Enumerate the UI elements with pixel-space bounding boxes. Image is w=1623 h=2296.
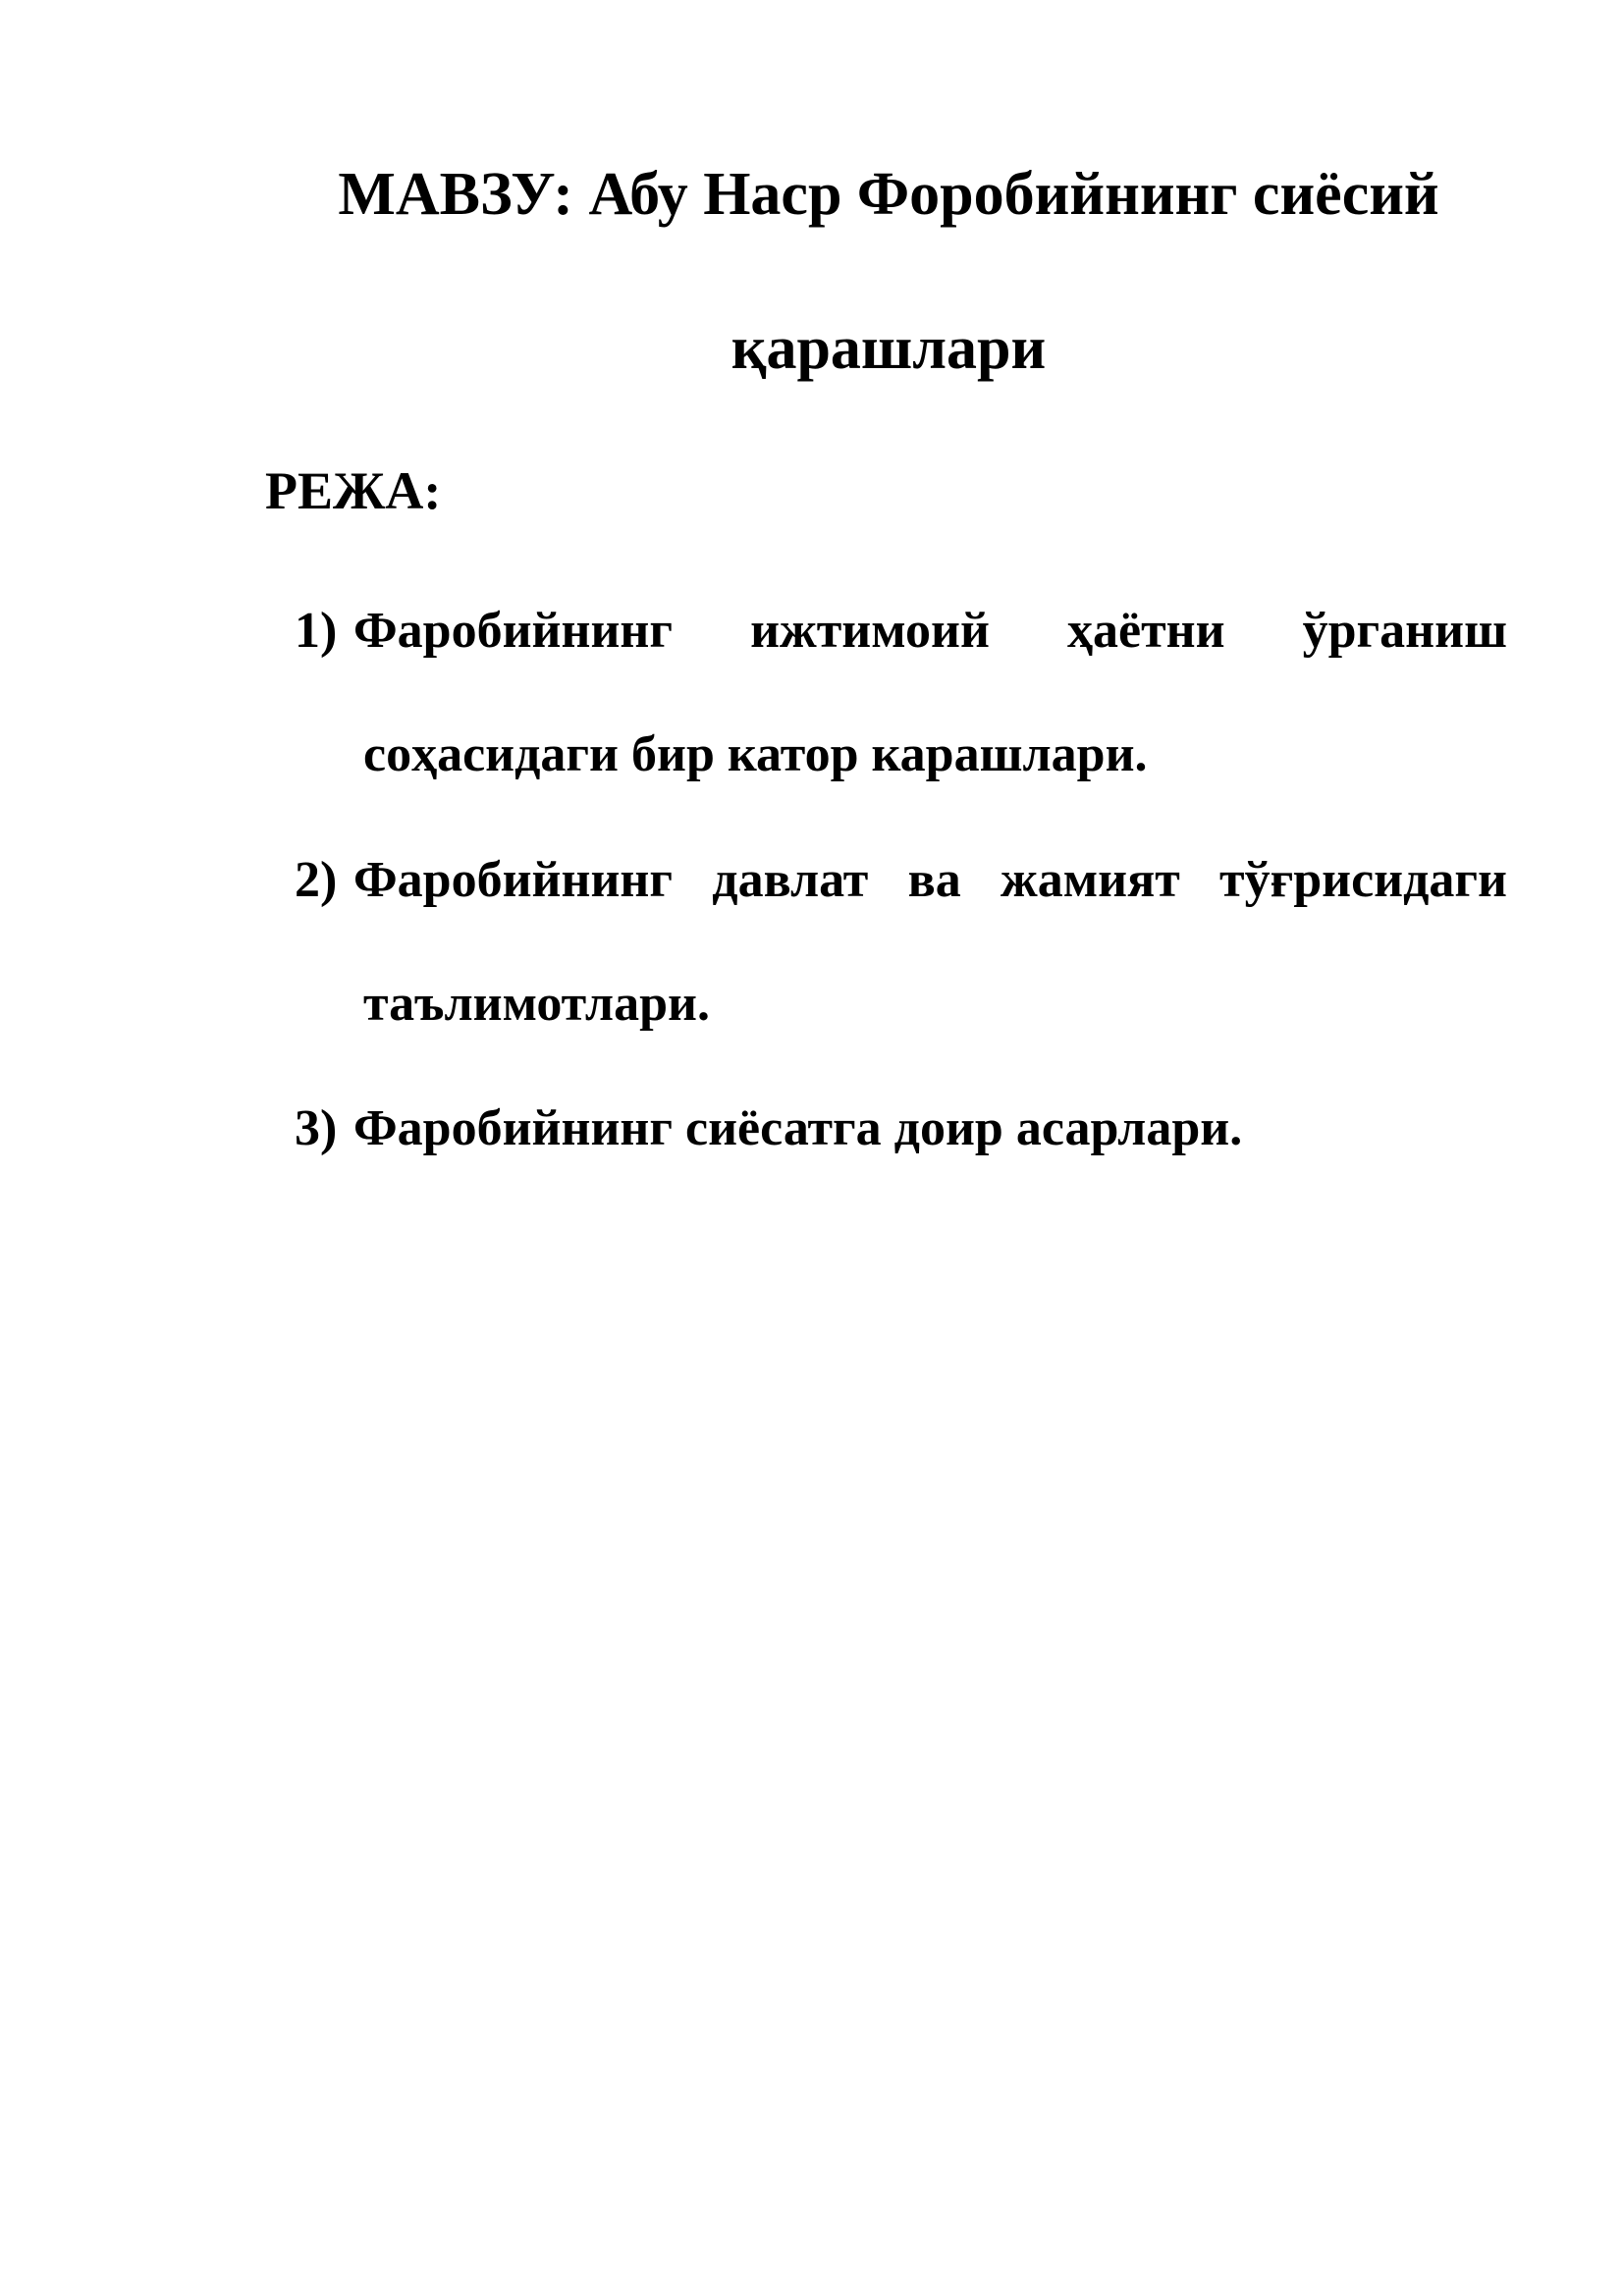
plan-item-line-1: Фаробийнинг ижтимоий ҳаётни ўрганиш [353,603,1507,659]
plan-item-number: 3) [295,1100,338,1156]
plan-item-line-2: соҳасидаги бир катор карашлари. [363,726,1148,782]
plan-item-number: 2) [295,852,338,908]
plan-item-1 [295,569,1507,817]
plan-item-line-1: Фаробийнинг сиёсатга доир асарлари. [353,1100,1243,1156]
plan-item-text [353,569,1507,817]
document-title-line-2: қарашлари [730,315,1047,382]
plan-item-text [353,819,1507,1066]
plan-item-line-2: таълимотлари. [363,976,710,1032]
plan-item-line-1: Фаробийнинг давлат ва жамият тўғрисидаги [353,852,1507,908]
plan-item-number: 1) [295,603,338,659]
plan-heading: РЕЖА: [265,461,442,520]
document-title-line-1: МАВЗУ: Абу Наср Форобийнинг сиёсий [338,161,1439,228]
plan-item-3 [295,1067,1507,1191]
plan-item-2 [295,819,1507,1066]
plan-item-text [353,1067,1507,1191]
